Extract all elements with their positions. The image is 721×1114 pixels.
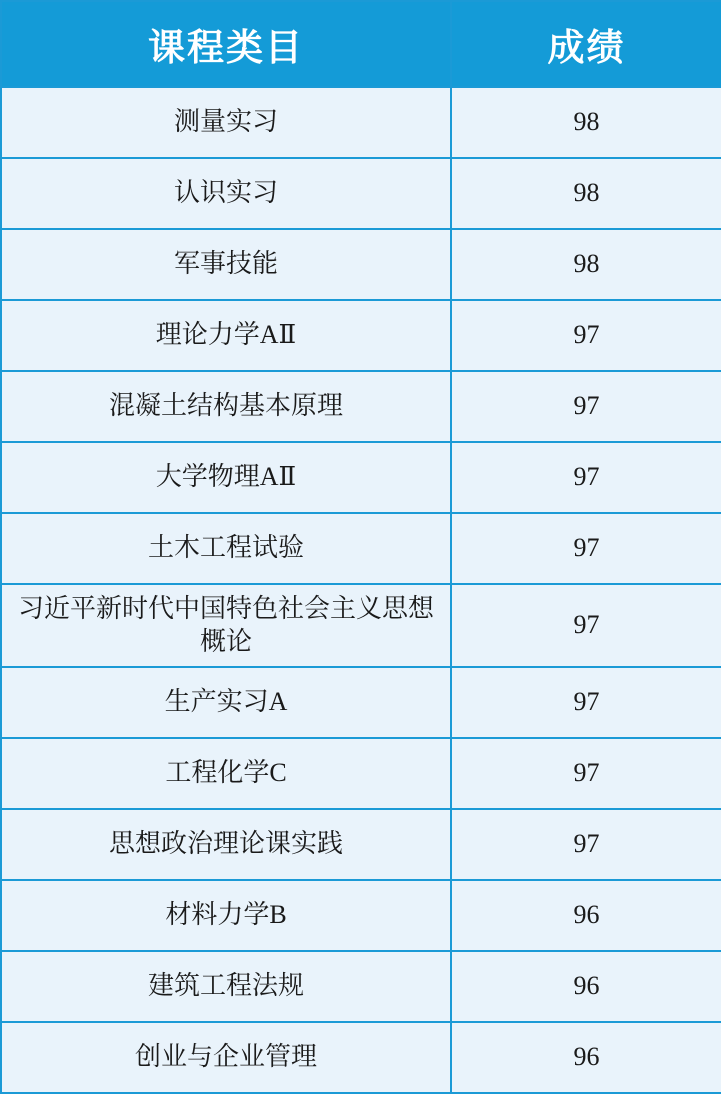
table-row bbox=[1, 300, 721, 371]
column-header-score: 成绩 bbox=[451, 1, 721, 87]
cell-course bbox=[1, 87, 451, 158]
cell-course bbox=[1, 158, 451, 229]
cell-score: 97 bbox=[451, 738, 721, 809]
table-row bbox=[1, 158, 721, 229]
table-row bbox=[1, 513, 721, 584]
cell-course bbox=[1, 1022, 451, 1093]
cell-score: 97 bbox=[451, 442, 721, 513]
cell-course bbox=[1, 229, 451, 300]
course-name: 大学物理AⅡ bbox=[155, 462, 297, 492]
table-row bbox=[1, 1022, 721, 1093]
course-name: 创业与企业管理 bbox=[134, 1042, 317, 1072]
table-body bbox=[1, 87, 721, 1093]
column-header-course: 课程类目 bbox=[1, 1, 451, 87]
table-row bbox=[1, 229, 721, 300]
cell-course bbox=[1, 667, 451, 738]
course-name: 建筑工程法规 bbox=[147, 971, 304, 1001]
table-header-row bbox=[1, 1, 721, 87]
cell-score: 98 bbox=[451, 229, 721, 300]
table-row bbox=[1, 809, 721, 880]
table-header bbox=[1, 1, 721, 87]
table-row bbox=[1, 442, 721, 513]
cell-course bbox=[1, 300, 451, 371]
cell-score: 96 bbox=[451, 1022, 721, 1093]
cell-score: 98 bbox=[451, 87, 721, 158]
course-name: 测量实习 bbox=[173, 107, 278, 137]
table-row bbox=[1, 738, 721, 809]
cell-course bbox=[1, 371, 451, 442]
cell-course bbox=[1, 584, 451, 667]
course-name: 理论力学AⅡ bbox=[155, 320, 297, 350]
cell-score: 98 bbox=[451, 158, 721, 229]
course-name: 习近平新时代中国特色社会主义思想概论 bbox=[17, 594, 434, 656]
cell-score: 96 bbox=[451, 880, 721, 951]
table-row bbox=[1, 87, 721, 158]
cell-score: 97 bbox=[451, 809, 721, 880]
course-name: 材料力学B bbox=[165, 900, 287, 930]
table-row bbox=[1, 584, 721, 667]
cell-course bbox=[1, 951, 451, 1022]
cell-score: 96 bbox=[451, 951, 721, 1022]
cell-course bbox=[1, 738, 451, 809]
cell-score: 97 bbox=[451, 300, 721, 371]
cell-score: 97 bbox=[451, 513, 721, 584]
table-row bbox=[1, 951, 721, 1022]
cell-course bbox=[1, 513, 451, 584]
course-name: 土木工程试验 bbox=[147, 533, 304, 563]
cell-course bbox=[1, 880, 451, 951]
course-name: 军事技能 bbox=[173, 249, 278, 279]
course-name: 混凝土结构基本原理 bbox=[108, 391, 343, 421]
course-name: 思想政治理论课实践 bbox=[108, 829, 343, 859]
cell-score: 97 bbox=[451, 584, 721, 667]
table-row bbox=[1, 880, 721, 951]
course-name: 生产实习A bbox=[164, 687, 288, 717]
cell-course bbox=[1, 809, 451, 880]
course-name: 认识实习 bbox=[173, 178, 278, 208]
table-row bbox=[1, 667, 721, 738]
cell-course bbox=[1, 442, 451, 513]
cell-score: 97 bbox=[451, 667, 721, 738]
course-name: 工程化学C bbox=[165, 758, 287, 788]
cell-score: 97 bbox=[451, 371, 721, 442]
table-row bbox=[1, 371, 721, 442]
